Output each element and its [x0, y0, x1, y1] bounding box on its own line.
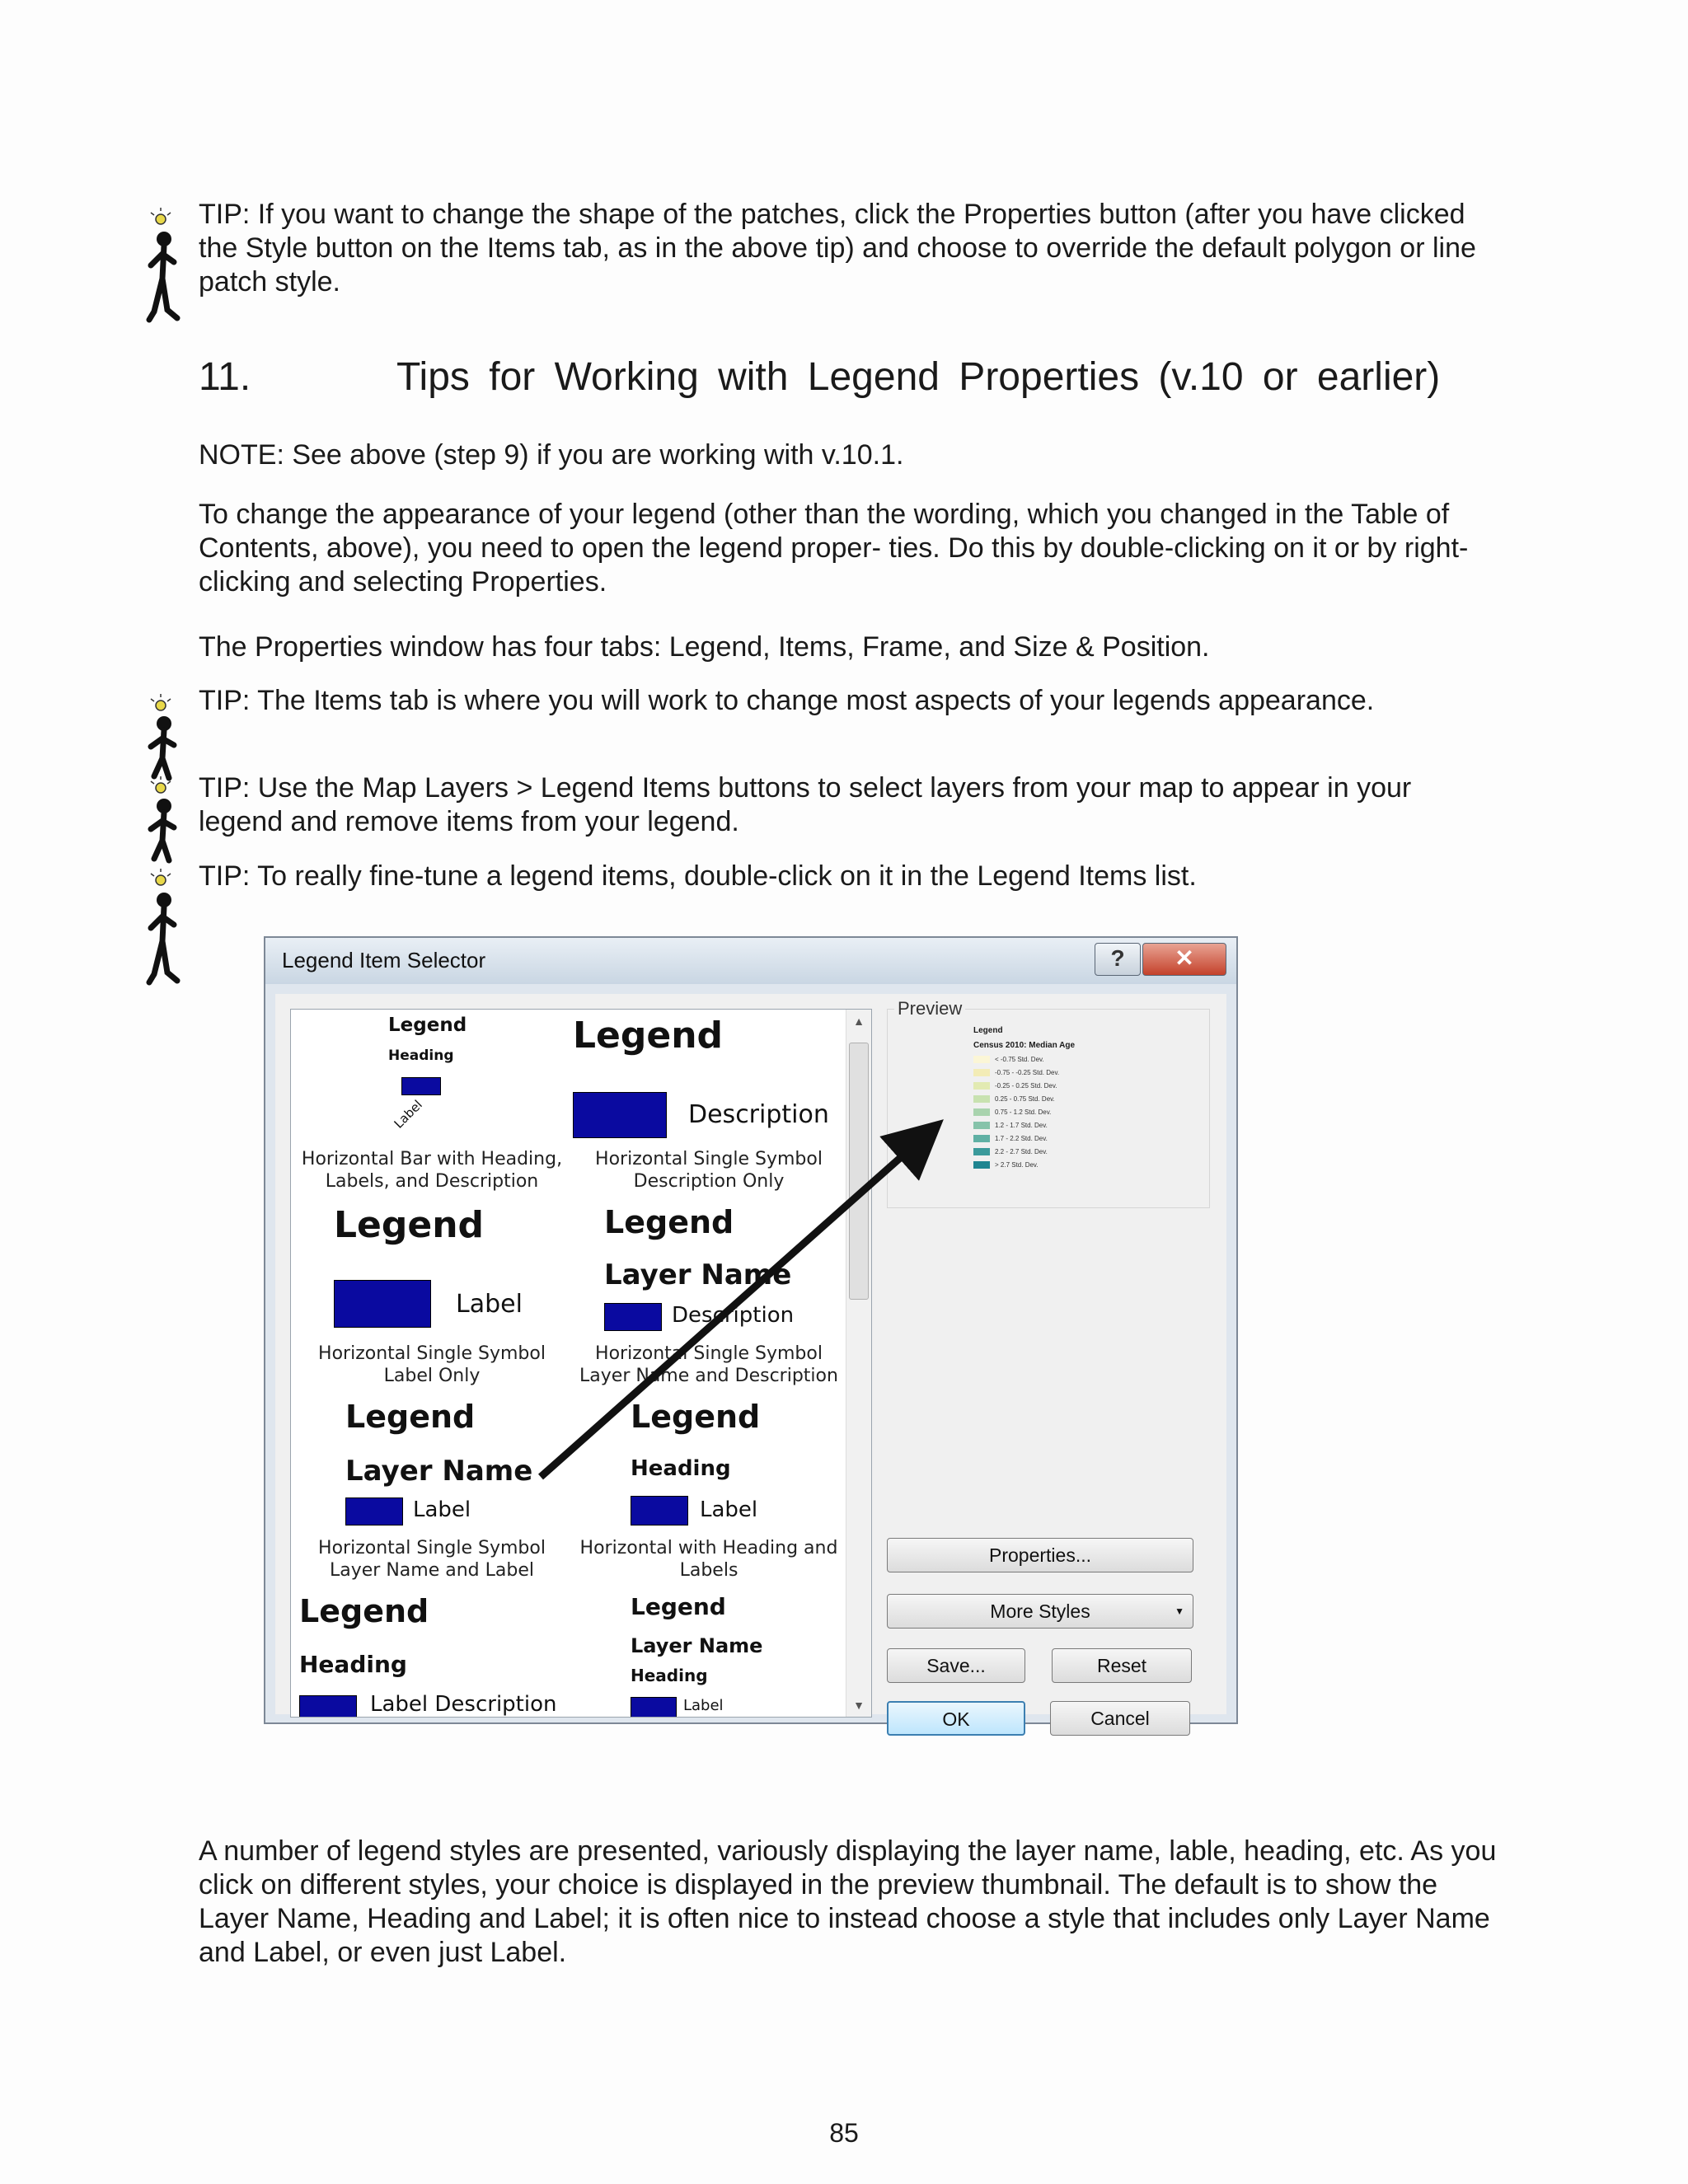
more-styles-label: More Styles	[990, 1601, 1090, 1622]
style-heading-text: Heading	[299, 1651, 407, 1678]
properties-button[interactable]: Properties...	[887, 1538, 1193, 1572]
tip-figure-icon	[144, 865, 194, 989]
style-caption: Horizontal Single Symbol Layer Name and Label	[318, 1538, 546, 1581]
style-caption: Horizontal Bar with Heading, Labels, and Description	[301, 1149, 563, 1192]
style-caption: Horizontal Single Symbol Layer Name and Description	[579, 1343, 838, 1386]
style-caption: Horizontal with Heading and Labels	[579, 1538, 838, 1581]
save-button[interactable]: Save...	[887, 1648, 1025, 1683]
style-legend-text: Legend	[631, 1593, 726, 1620]
style-description-text: Description	[672, 1303, 795, 1328]
style-layer-name-text: Layer Name	[631, 1634, 763, 1657]
preview-class-label: > 2.7 Std. Dev.	[995, 1161, 1039, 1169]
preview-label: Preview	[894, 998, 965, 1019]
style-label-text: Label	[391, 1097, 425, 1132]
tip-items-tab: TIP: The Items tab is where you will work to change most aspects of your legends appearance.	[199, 685, 1375, 716]
preview-class-label: 0.25 - 0.75 Std. Dev.	[995, 1095, 1055, 1103]
section-title: Tips for Working with Legend Properties (v.10 or earlier)	[396, 355, 1441, 399]
legend-item-selector-dialog	[264, 936, 1238, 1730]
dropdown-arrow-icon: ▼	[1175, 1605, 1184, 1617]
scroll-down-arrow-icon[interactable]: ▼	[853, 1699, 865, 1712]
style-label-text: Label	[700, 1497, 758, 1522]
section-number: 11.	[199, 355, 251, 399]
preview-class-label: < -0.75 Std. Dev.	[995, 1056, 1044, 1063]
note-paragraph: NOTE: See above (step 9) if you are working with v.10.1.	[199, 439, 904, 471]
preview-layer-name: Census 2010: Median Age	[973, 1041, 1076, 1050]
style-legend-text: Legend	[573, 1015, 724, 1057]
preview-class-label: 1.7 - 2.2 Std. Dev.	[995, 1135, 1048, 1142]
style-heading-text: Heading	[388, 1047, 454, 1064]
style-legend-text: Legend	[334, 1204, 485, 1246]
style-label-text: Label	[413, 1497, 471, 1522]
cancel-button[interactable]: Cancel	[1050, 1701, 1190, 1736]
style-legend-text: Legend	[631, 1399, 761, 1435]
preview-class-label: 2.2 - 2.7 Std. Dev.	[995, 1148, 1048, 1155]
style-legend-text: Legend	[388, 1015, 467, 1036]
body-paragraph-tabs: The Properties window has four tabs: Legend, Items, Frame, and Size & Position.	[199, 631, 1210, 663]
tip-properties-patches: TIP: If you want to change the shape of the patches, click the Properties button (after you have clicked the Style button on the Items tab, as in the above tip) and choose to override the default polygon or line patch style.	[199, 199, 1476, 298]
preview-class-label: -0.25 - 0.25 Std. Dev.	[995, 1082, 1057, 1090]
style-heading-text: Heading	[631, 1456, 731, 1481]
ok-button[interactable]: OK	[887, 1701, 1025, 1736]
tip-figure-icon	[144, 692, 194, 783]
body-paragraph-appearance: To change the appearance of your legend (other than the wording, which you changed in the Table of Contents, above), you need to open the legend proper- ties. Do this by double-clicking on it or by right-clicking and selecting Properties.	[199, 499, 1469, 598]
style-legend-text: Legend	[604, 1204, 734, 1240]
help-button[interactable]: ?	[1095, 943, 1141, 976]
dialog-title: Legend Item Selector	[282, 948, 486, 972]
style-caption: Horizontal Single Symbol Label Only	[318, 1343, 546, 1386]
style-description-text: Description	[688, 1100, 829, 1129]
style-layer-name-text: Layer Name	[345, 1455, 533, 1488]
style-label-text: Label	[456, 1290, 523, 1319]
tip-map-layers: TIP: Use the Map Layers > Legend Items buttons to select layers from your map to appear in your legend and remove items from your legend.	[199, 772, 1412, 837]
close-button[interactable]: ✕	[1142, 943, 1226, 976]
style-caption: Horizontal Single Symbol Description Only	[595, 1149, 823, 1192]
style-legend-text: Legend	[299, 1593, 429, 1629]
body-paragraph-styles: A number of legend styles are presented, variously displaying the layer name, lable, heading, etc. As you click on different styles, your choice is displayed in the preview thumbnail. The default is to show the Layer Name, Heading and Label; it is often nice to instead choose a style that includes only Layer Name and Label, or even just Label.	[199, 1835, 1497, 1968]
style-label-text: Label	[683, 1697, 724, 1714]
annotation-arrow	[265, 938, 1240, 1726]
preview-class-label: 1.2 - 1.7 Std. Dev.	[995, 1122, 1048, 1129]
tip-fine-tune: TIP: To really fine-tune a legend items, double-click on it in the Legend Items list.	[199, 860, 1197, 892]
style-legend-text: Legend	[345, 1399, 476, 1435]
scroll-up-arrow-icon[interactable]: ▲	[853, 1015, 865, 1028]
preview-class-label: -0.75 - -0.25 Std. Dev.	[995, 1069, 1060, 1076]
preview-class-label: 0.75 - 1.2 Std. Dev.	[995, 1108, 1052, 1116]
tip-figure-icon	[144, 204, 194, 325]
style-heading-text: Heading	[631, 1666, 708, 1685]
style-label-text: Label Description	[370, 1692, 557, 1717]
page-number: 85	[829, 2118, 859, 2148]
style-layer-name-text: Layer Name	[604, 1258, 792, 1291]
reset-button[interactable]: Reset	[1052, 1648, 1192, 1683]
preview-legend-title: Legend	[973, 1026, 1003, 1035]
tip-figure-icon	[144, 775, 194, 865]
